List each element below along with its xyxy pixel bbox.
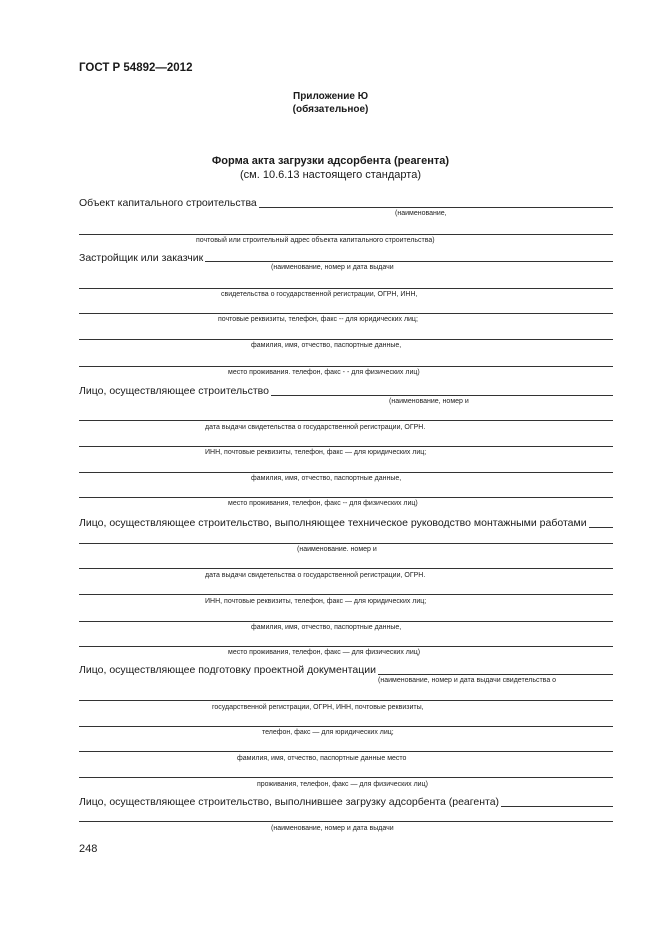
- field-caption: (наименование, номер и: [389, 398, 469, 405]
- field-caption: фамилия, имя, отчество, паспортные данные,: [251, 475, 402, 482]
- field-caption: ИНН, почтовые реквизиты, телефон, факс — для юридических лиц;: [205, 598, 427, 605]
- field-caption: проживания, телефон, факс — для физических лиц): [257, 781, 428, 788]
- designer-line-4[interactable]: [79, 751, 613, 752]
- supervisor-line-5[interactable]: [79, 621, 613, 622]
- field-caption: место проживания. телефон, факс - - для физических лиц): [228, 369, 420, 376]
- page-number: 248: [79, 843, 98, 855]
- field-caption: (наименование. номер и: [297, 546, 377, 553]
- standard-number: ГОСТ Р 54892—2012: [79, 62, 193, 74]
- field-caption: государственной регистрации, ОГРН, ИНН, почтовые реквизиты,: [212, 704, 424, 711]
- object-label: Объект капитального строительства: [79, 197, 257, 209]
- designer-label: Лицо, осуществляющее подготовку проектной документации: [79, 664, 376, 676]
- supervisor-label: Лицо, осуществляющее строительство, выполняющее техническое руководство монтажными работами: [79, 517, 587, 529]
- field-caption: (наименование, номер и дата выдачи: [271, 825, 394, 832]
- field-caption: (наименование,: [395, 210, 447, 217]
- field-caption: почтовый или строительный адрес объекта капитального строительства): [196, 237, 435, 244]
- supervisor-line-2[interactable]: [79, 543, 613, 544]
- builder-line-2[interactable]: [79, 420, 613, 421]
- form-title: Форма акта загрузки адсорбента (реагента): [211, 155, 450, 167]
- builder-label: Лицо, осуществляющее строительство: [79, 385, 269, 397]
- developer-line-3[interactable]: [79, 313, 613, 314]
- designer-line-5[interactable]: [79, 777, 613, 778]
- designer-line-3[interactable]: [79, 726, 613, 727]
- developer-line-5[interactable]: [79, 366, 613, 367]
- field-caption: место проживания, телефон, факс — для физических лиц): [228, 649, 421, 656]
- builder-line-5[interactable]: [79, 497, 613, 498]
- field-caption: (наименование, номер и дата выдачи: [271, 264, 394, 271]
- appendix-status: (обязательное): [292, 104, 369, 115]
- field-caption: (наименование, номер и дата выдачи свидетельства о: [378, 677, 557, 684]
- field-caption: дата выдачи свидетельства о государственной регистрации, ОГРН.: [205, 424, 426, 431]
- loader-line-2[interactable]: [79, 821, 613, 822]
- object-address-line[interactable]: [79, 234, 613, 235]
- supervisor-line-6[interactable]: [79, 646, 613, 647]
- supervisor-line-3[interactable]: [79, 568, 613, 569]
- developer-line-4[interactable]: [79, 339, 613, 340]
- field-caption: место проживания, телефон, факс -- для физических лиц): [228, 500, 418, 507]
- field-caption: ИНН, почтовые реквизиты, телефон, факс — для юридических лиц;: [205, 449, 427, 456]
- builder-line-3[interactable]: [79, 446, 613, 447]
- field-caption: свидетельства о государственной регистрации, ОГРН, ИНН,: [221, 291, 418, 298]
- field-caption: телефон, факс — для юридических лиц;: [262, 729, 394, 736]
- field-caption: дата выдачи свидетельства о государственной регистрации, ОГРН.: [205, 572, 426, 579]
- field-caption: почтовые реквизиты, телефон, факс -- для юридических лиц;: [218, 316, 418, 323]
- developer-line-2[interactable]: [79, 288, 613, 289]
- form-subtitle: (см. 10.6.13 настоящего стандарта): [240, 169, 421, 181]
- field-caption: фамилия, имя, отчество, паспортные данные,: [251, 342, 402, 349]
- field-caption: фамилия, имя, отчество, паспортные данные,: [251, 624, 402, 631]
- designer-line-2[interactable]: [79, 700, 613, 701]
- builder-line-4[interactable]: [79, 472, 613, 473]
- appendix-title: Приложение Ю: [293, 91, 368, 102]
- loader-label: Лицо, осуществляющее строительство, выполнившее загрузку адсорбента (реагента): [79, 796, 500, 808]
- field-caption: фамилия, имя, отчество, паспортные данные место: [237, 755, 407, 762]
- developer-label: Застройщик или заказчик: [79, 252, 204, 264]
- supervisor-line-4[interactable]: [79, 594, 613, 595]
